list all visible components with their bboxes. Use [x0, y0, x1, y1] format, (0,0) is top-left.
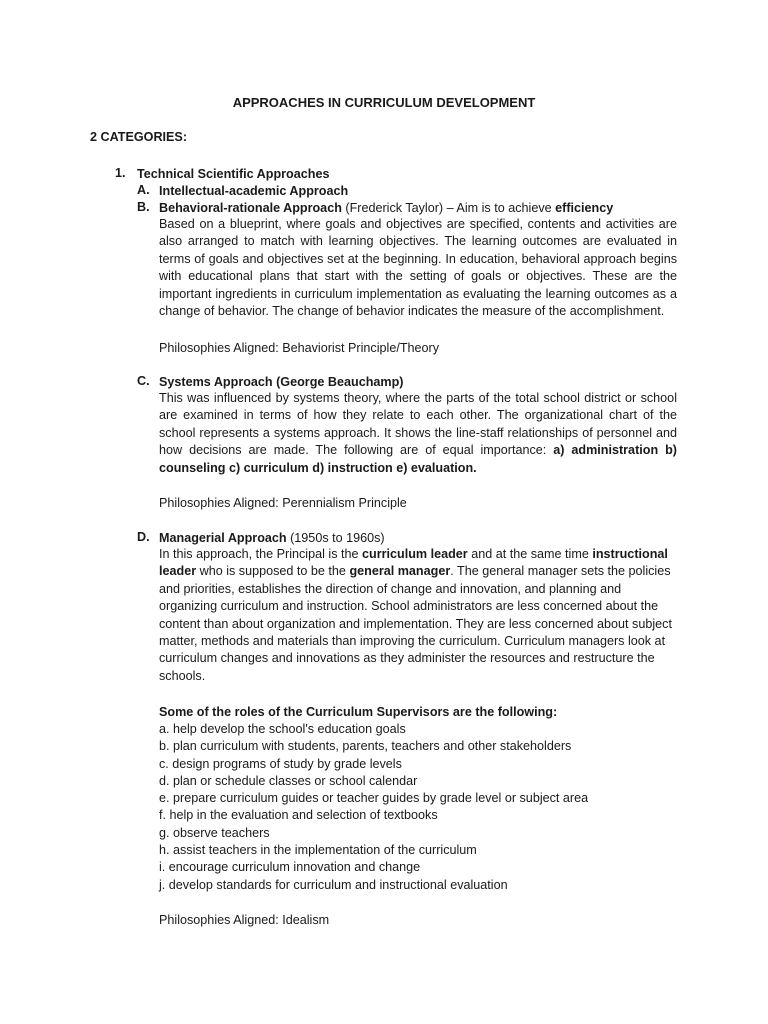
list-item: c. design programs of study by grade levels [159, 756, 402, 771]
list-item: j. develop standards for curriculum and instructional evaluation [159, 877, 508, 892]
approach-a-letter: A. [137, 183, 150, 197]
document-title: APPROACHES IN CURRICULUM DEVELOPMENT [232, 95, 536, 110]
approach-c-body [159, 390, 677, 477]
approach-c-heading: Systems Approach (George Beauchamp) [159, 375, 404, 389]
list-item: f. help in the evaluation and selection of textbooks [159, 808, 438, 823]
approach-d-body-1: In this approach, the Principal is the [159, 547, 363, 561]
approach-d-body-2: and at the same time [467, 547, 593, 561]
roles-heading: Some of the roles of the Curriculum Supervisors are the following: [159, 705, 558, 719]
list-item: e. prepare curriculum guides or teacher guides by grade level or subject area [159, 791, 589, 806]
approach-d-philosophy: Philosophies Aligned: Idealism [159, 913, 330, 927]
list-item: d. plan or schedule classes or school calendar [159, 773, 418, 788]
approach-c-letter: C. [137, 374, 150, 388]
approach-d-body-4: . The general manager sets the policies and priorities, establishes the direction of change and innovation, and planning and organizing curriculum and instruction. School administrators are less concerned about the content than about organization and implementation. They are less concerned about subject matter, methods and materials than improving the curriculum. Curriculum managers look at curriculum changes and innovations as they administer the resources and restructure the schools. [159, 564, 672, 683]
list-item: a. help develop the school's education goals [159, 722, 406, 736]
approach-b-body: Based on a blueprint, where goals and objectives are specified, contents and activities are also arranged to match with learning objectives. The learning outcomes are evaluated in terms of goals and objectives set at the beginning. In education, behavioral approach begins with educational plans that start with the setting of goals or objectives. These are the important ingredients in curriculum implementation as evaluating the learning outcomes as a change of behavior. The change of behavior indicates the measure of the accomplishment. [159, 217, 677, 319]
list-item: g. observe teachers [159, 825, 270, 840]
approach-c-philosophy: Philosophies Aligned: Perennialism Principle [159, 496, 407, 510]
approach-d-body-3: who is supposed to be the [196, 564, 350, 579]
list-item: b. plan curriculum with students, parents, teachers and other stakeholders [159, 739, 572, 754]
approach-d-heading-line [159, 530, 385, 547]
approach-d-body-bold-3: general manager [349, 564, 451, 579]
approach-b-heading: Behavioral-rationale Approach [159, 201, 342, 215]
section-heading: Technical Scientific Approaches [137, 167, 330, 181]
approach-b-heading-line [159, 200, 613, 217]
approach-c-body-text: This was influenced by systems theory, where the parts of the total school district or school are examined in terms of how they relate to each other. The organizational chart of the school represents a systems approach. It shows the line-staff relationships of personnel and how decisions are made. The following are of equal importance: [159, 391, 677, 458]
approach-d-body-bold-1: curriculum leader [362, 547, 468, 561]
approach-d-body-bold-2: instructional leader [159, 547, 668, 579]
approach-a-heading: Intellectual-academic Approach [159, 184, 349, 198]
list-item: i. encourage curriculum innovation and change [159, 860, 421, 875]
approach-b-heading-rest: (Frederick Taylor) – Aim is to achieve [341, 201, 556, 215]
categories-heading: 2 CATEGORIES: [90, 130, 188, 144]
section-number: 1. [115, 166, 126, 180]
roles-list [159, 721, 588, 894]
approach-b-heading-bold-end: efficiency [555, 201, 614, 215]
approach-b-letter: B. [137, 200, 150, 214]
approach-b-philosophy: Philosophies Aligned: Behaviorist Principle/Theory [159, 341, 440, 355]
approach-d-heading: Managerial Approach [159, 531, 287, 545]
approach-d-letter: D. [137, 530, 150, 544]
approach-d-body [159, 546, 681, 685]
approach-c-body-bold: a) administration b) counseling c) curriculum d) instruction e) evaluation. [159, 443, 677, 475]
list-item: h. assist teachers in the implementation of the curriculum [159, 843, 477, 858]
approach-d-heading-rest: (1950s to 1960s) [286, 531, 385, 545]
